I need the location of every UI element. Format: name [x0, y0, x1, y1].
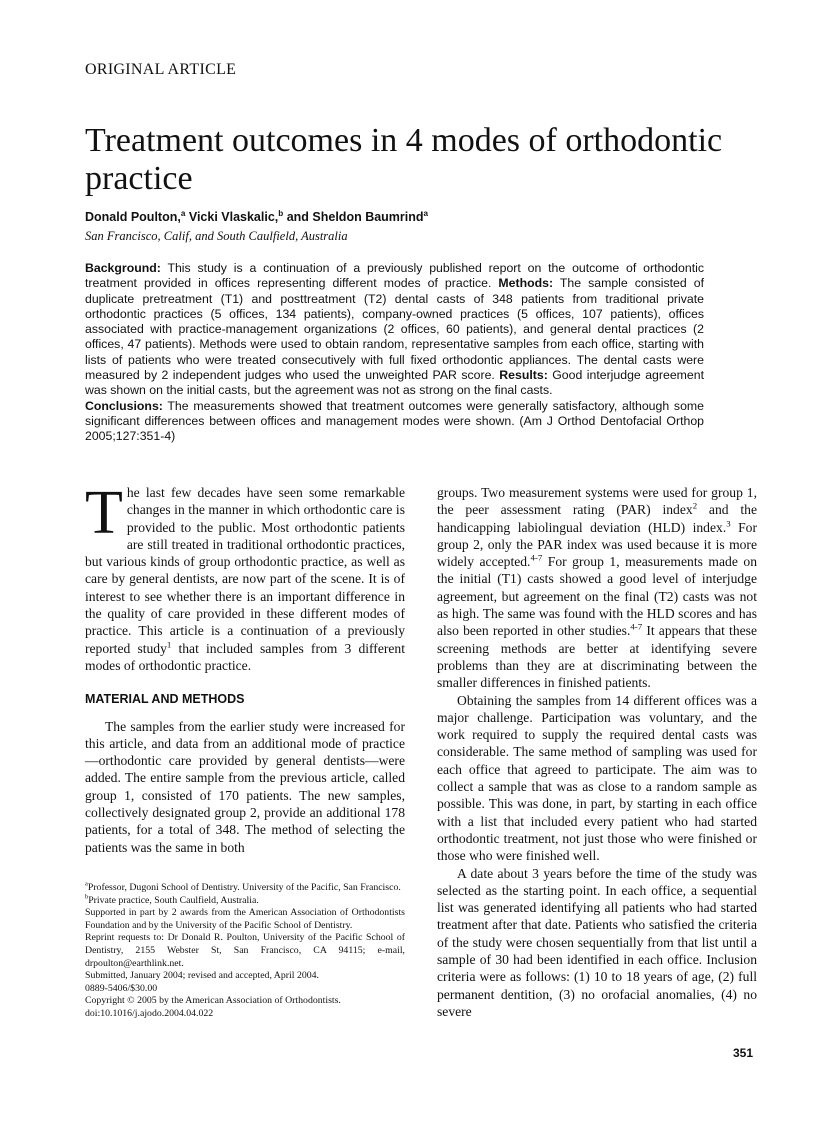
author-sup: a [180, 208, 186, 218]
text: For group 2, only the PAR index was used because it is more widely accepted. [437, 519, 757, 570]
footnote-sup: b [85, 893, 89, 901]
footnote: 0889-5406/$30.00 [85, 982, 158, 994]
text: he last few decades have seen some remarkable changes in the manner in which orthodontic care is provided to the public. Most orthodontic patients are still treated in traditional orthodontic practices, but various kinds of group orthodontic practice, as well as care by general dentists, are now part of the scene. It is of interest to see whether there is an important difference in the quality of care provided in these different modes of practice. This article is a continuation of a previously reported study [85, 485, 405, 656]
author-sup: a [423, 208, 429, 218]
footnote: Supported in part by 2 awards from the American Association of Orthodontists Foundation and by the University of the Pacific School of Dentistry. [85, 907, 405, 931]
paragraph: A date about 3 years before the time of the study was selected as the starting point. In each office, a sequential list was generated identifying all patients who had started treatment after that date. Patients who satisfied the criteria of the study were chosen sequentially from that list until a sample of 30 had been identified in each office. Inclusion criteria were as follows: (1) 10 to 18 years of age, (2) full permanent dentition, (3) no orofacial anomalies, (4) no severe [437, 865, 757, 1019]
abstract [85, 261, 704, 445]
page-number: 351 [733, 1046, 754, 1060]
abstract-label: Conclusions: [85, 398, 163, 413]
text: that included samples from 3 different modes of orthodontic practice. [85, 640, 405, 673]
footnote [85, 882, 405, 895]
citation: 2 [692, 500, 698, 511]
text: and the handicapping labiolingual deviation (HLD) index. [437, 502, 757, 535]
section-heading: MATERIAL AND METHODS [85, 692, 245, 707]
footnote-text: Professor, Dugoni School of Dentistry. University of the Pacific, San Francisco. [87, 882, 401, 893]
footnote: doi:10.1016/j.ajodo.2004.04.022 [85, 1007, 214, 1019]
citation: 3 [726, 518, 731, 529]
abstract-text: Good interjudge agreement was shown on the initial casts, but the agreement was not as strong on the final casts. [85, 368, 704, 398]
footnote-sup: a [85, 880, 88, 888]
footnote: Copyright © 2005 by the American Association of Orthodontists. [85, 995, 341, 1007]
author-list [85, 210, 428, 224]
author: and Sheldon Baumrind [286, 210, 424, 224]
footnote: Submitted, January 2004; revised and accepted, April 2004. [85, 970, 319, 982]
author: Vicki Vlaskalic, [188, 210, 279, 224]
author: Donald Poulton, [85, 210, 181, 224]
abstract-text: The measurements showed that treatment outcomes were generally satisfactory, although some significant differences between offices and management modes were shown. (Am J Orthod Dentofacial Orthop 2005;127:351-4) [85, 398, 704, 444]
citation: 4-7 [530, 552, 543, 563]
abstract-label: Results: [499, 368, 548, 383]
text: groups. Two measurement systems were used for group 1, the peer assessment rating (PAR) index [437, 485, 757, 518]
paragraph: The samples from the earlier study were increased for this article, and data from an additional mode of practice—orthodontic care provided by general dentists—were added. The entire sample from the previous article, called group 1, consisted of 170 patients. The new samples, collectively designated group 2, provide an additional 178 patients, for a total of 348. The method of selecting the patients was the same in both [85, 718, 405, 855]
paragraph [437, 484, 757, 692]
citation: 1 [166, 639, 172, 650]
affiliation: San Francisco, Calif, and South Caulfield, Australia [85, 229, 348, 243]
article-title: Treatment outcomes in 4 modes of orthodontic practice [85, 122, 723, 197]
left-column [85, 479, 405, 856]
drop-cap: T [85, 479, 123, 547]
section-label: ORIGINAL ARTICLE [85, 61, 237, 78]
abstract-text: The sample consisted of duplicate pretreatment (T1) and posttreatment (T2) dental casts of 348 patients from traditional private orthodontic practices (5 offices, 134 patients), company-owned practices (5 offices, 107 patients), offices associated with practice-management organizations (2 offices, 60 patients), and general dental practices (2 offices, 47 patients). Methods were used to obtain random, representative samples from each office, starting with lists of patients who were treated consecutively with full fixed orthodontic appliances. The dental casts were measured by 2 independent judges who used the unweighted PAR score. [85, 276, 704, 383]
text: For group 1, measurements made on the initial (T1) casts showed a good level of interjudge agreement, but agreement on the final (T2) casts was not as high. The same was found with the HLD scores and has also been reported in other studies. [437, 554, 757, 639]
abstract-label: Background: [85, 261, 161, 275]
paragraph: Obtaining the samples from 14 different offices was a major challenge. Participation was voluntary, and the work required to supply the required dental casts was considerable. The same method of sampling was used for each office that agreed to participate. The aim was to collect a sample that was as close to a random sample as possible. This was done, in part, by starting in each office with a list that included every patient who had started orthodontic treatment, not just those who were finished or those who were finished well. [437, 692, 757, 864]
intro-paragraph [85, 479, 405, 674]
author-sup: b [278, 208, 284, 218]
footnote [85, 895, 405, 908]
footnotes [85, 882, 405, 1021]
footnote-text: Private practice, South Caulfield, Australia. [88, 894, 259, 906]
right-column [437, 484, 757, 1020]
abstract-label: Methods: [498, 276, 554, 291]
abstract-text: This study is a continuation of a previously published report on the outcome of orthodontic treatment provided in offices representing different modes of practice. [85, 261, 704, 291]
text: It appears that these screening methods are better at identifying severe problems than they are at discriminating between the smaller differences in finished patients. [437, 623, 757, 691]
citation: 4-7 [630, 621, 643, 632]
footnote: Reprint requests to: Dr Donald R. Poulton, University of the Pacific School of Dentistry, 2155 Webster St, San Francisco, CA 94115; e-mail, drpoulton@earthlink.net. [85, 932, 405, 969]
